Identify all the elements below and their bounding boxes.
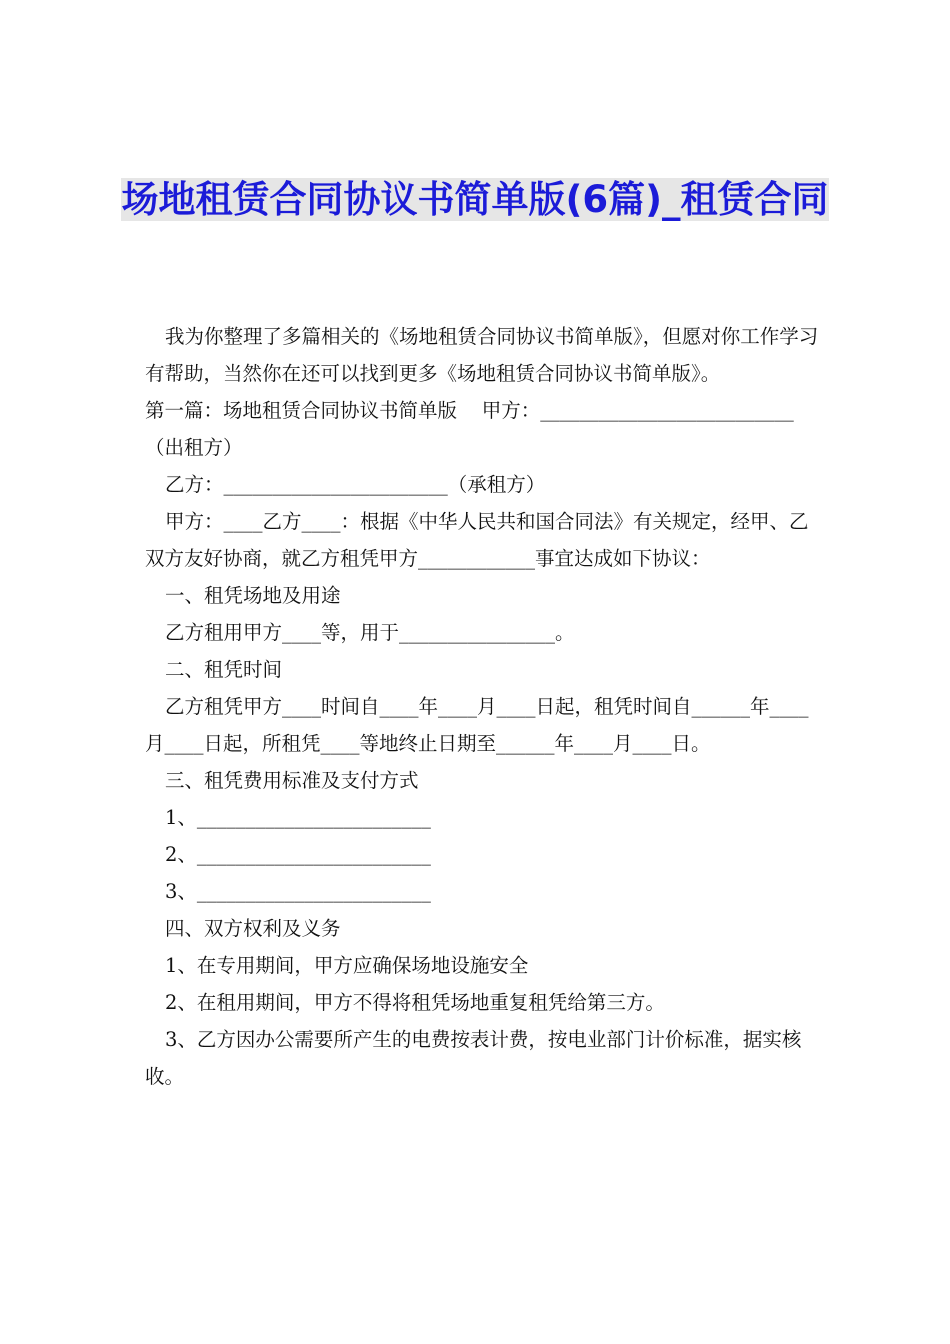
section-1-text: 乙方租用甲方____等，用于________________。 — [165, 621, 575, 644]
section-heading-1: 一、租凭场地及用途 — [165, 584, 341, 607]
preamble-paragraph: 甲方：____乙方____：根据《中华人民共和国合同法》有关规定，经甲、乙双方友好协商，就乙方租凭甲方____________事宜达成如下协议： — [145, 510, 809, 570]
document-body — [145, 318, 820, 1095]
duty-item-3: 3、乙方因办公需要所产生的电费按表计费，按电业部门计价标准，据实核收。 — [145, 1028, 802, 1088]
section-heading-3: 三、租凭费用标准及支付方式 — [165, 769, 419, 792]
fee-item-1: 1、________________________ — [165, 806, 431, 829]
fee-item-3: 3、________________________ — [165, 880, 431, 903]
document-title-text: 场地租赁合同协议书简单版(6篇)_租赁合同 — [121, 178, 829, 221]
section-heading-2: 二、租凭时间 — [165, 658, 283, 681]
section-2-text: 乙方租凭甲方____时间自____年____月____日起，租凭时间自______年____月____日起，所租凭____等地终止日期至______年____月____日。 — [145, 695, 809, 755]
party-b-line: 乙方：_______________________（承租方） — [165, 473, 546, 496]
intro-paragraph: 我为你整理了多篇相关的《场地租赁合同协议书简单版》，但愿对你工作学习有帮助，当然你在还可以找到更多《场地租赁合同协议书简单版》。 — [145, 325, 819, 385]
fee-item-2: 2、________________________ — [165, 843, 431, 866]
section-heading-4: 四、双方权利及义务 — [165, 917, 341, 940]
chapter-one-heading-line: 第一篇：场地租赁合同协议书简单版 甲方：__________________________（出租方） — [145, 399, 794, 459]
duty-item-1: 1、在专用期间，甲方应确保场地设施安全 — [165, 954, 529, 977]
document-title — [120, 172, 830, 228]
duty-item-2: 2、在租用期间，甲方不得将租凭场地重复租凭给第三方。 — [165, 991, 665, 1014]
